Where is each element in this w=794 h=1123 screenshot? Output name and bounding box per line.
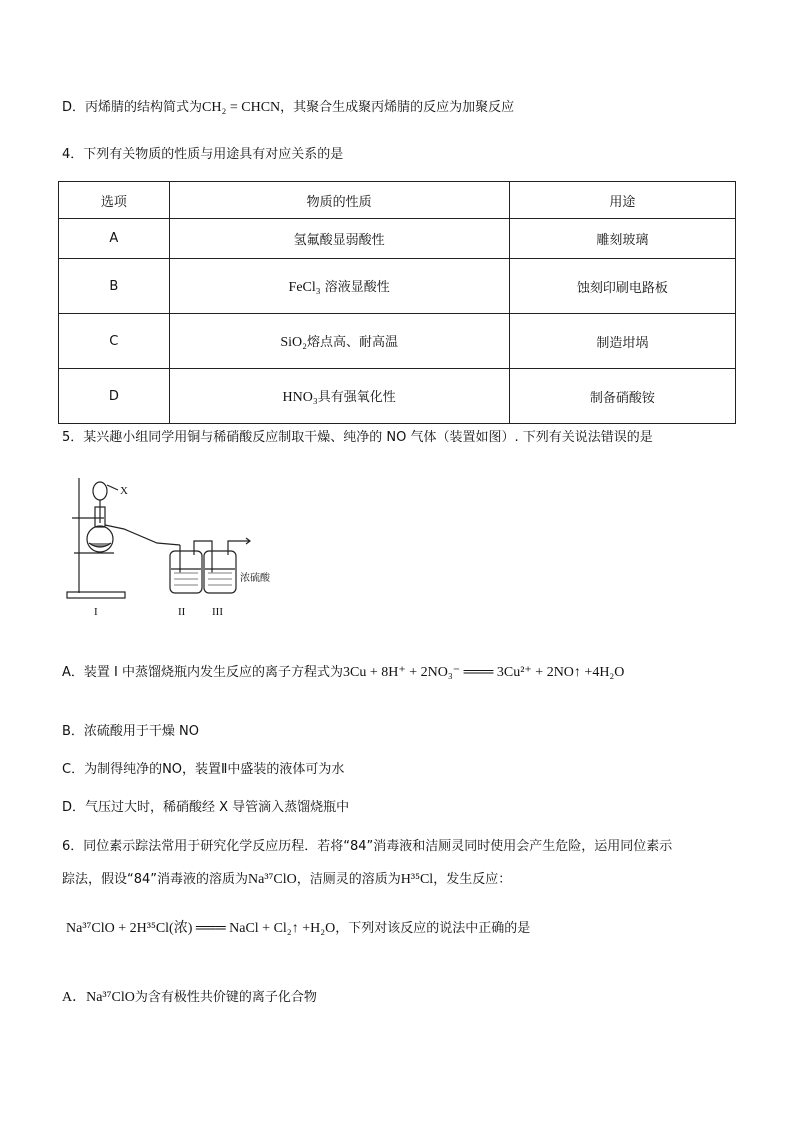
apparatus-figure — [62, 473, 270, 623]
header-property: 物质的性质 — [169, 182, 509, 219]
q6-equation-line: Na³⁷ClO + 2H³⁵Cl(浓) ═══ NaCl + Cl₂↑ +H₂O，下列对该反应的说法中正确的是 — [66, 921, 531, 936]
q4-table — [58, 181, 736, 424]
q6-stem-line2: 踪法，假设“84”消毒液的溶质为Na³⁷ClO，洁厕灵的溶质为H³⁵Cl，发生反应： — [62, 872, 512, 887]
q5-option-d: D．气压过大时，稀硝酸经 X 导管滴入蒸馏烧瓶中 — [62, 800, 350, 815]
label-i: I — [94, 606, 98, 618]
distillation-flask — [87, 526, 113, 552]
q5-option-c: C．为制得纯净的NO，装置Ⅱ中盛装的液体可为水 — [62, 762, 345, 777]
q5-option-a: A．装置 I 中蒸馏烧瓶内发生反应的离子方程式为3Cu + 8H⁺ + 2NO₃⁻ ═══ 3Cu²⁺ + 2NO↑ +4H₂O — [62, 665, 625, 680]
label-conc-acid: 浓硫酸 — [240, 573, 270, 584]
bottle-ii — [170, 551, 202, 593]
flask-liquid — [89, 543, 111, 547]
formula-acrylonitrile: CH₂ = CHCN — [202, 100, 281, 115]
table-row: A 氢氟酸显弱酸性 雕刻玻璃 — [59, 219, 736, 259]
label-iii: III — [212, 606, 223, 618]
delivery-tube — [105, 525, 180, 545]
dropping-funnel — [93, 482, 107, 500]
table-header-row — [59, 182, 736, 219]
q6-option-a: A．Na³⁷ClO为含有极性共价键的离子化合物 — [62, 990, 317, 1005]
header-use: 用途 — [509, 182, 735, 219]
stand-base — [67, 592, 125, 598]
q4-stem: 4．下列有关物质的性质与用途具有对应关系的是 — [62, 147, 344, 162]
q6-stem-line1: 6．同位素示踪法常用于研究化学反应历程．若将“84”消毒液和洁厕灵同时使用会产生危险，运用同位素示 — [62, 839, 673, 854]
label-ii: II — [178, 606, 186, 618]
label-x: X — [120, 485, 128, 497]
ionic-equation: 3Cu + 8H⁺ + 2NO₃⁻ ═══ 3Cu²⁺ + 2NO↑ +4H₂O — [343, 665, 625, 680]
table-row: D HNO₃具有强氧化性 制备硝酸铵 — [59, 369, 736, 424]
header-option: 选项 — [59, 182, 170, 219]
table-row: C SiO₂熔点高、耐高温 制造坩埚 — [59, 314, 736, 369]
connector-tube — [194, 541, 212, 573]
table-row: B FeCl₃ 溶液显酸性 蚀刻印刷电路板 — [59, 259, 736, 314]
bottle-iii — [204, 551, 236, 593]
q3-option-d: D．丙烯腈的结构简式为CH₂ = CHCN，其聚合生成聚丙烯腈的反应为加聚反应 — [62, 100, 515, 115]
reaction-equation: Na³⁷ClO + 2H³⁵Cl(浓) ═══ NaCl + Cl₂↑ +H₂O — [66, 921, 336, 936]
q5-option-b: B．浓硫酸用于干燥 NO — [62, 724, 200, 739]
q5-stem: 5．某兴趣小组同学用铜与稀硝酸反应制取干燥、纯净的 NO 气体（装置如图）. 下列有关说法错误的是 — [62, 430, 653, 445]
x-pointer — [107, 485, 118, 490]
